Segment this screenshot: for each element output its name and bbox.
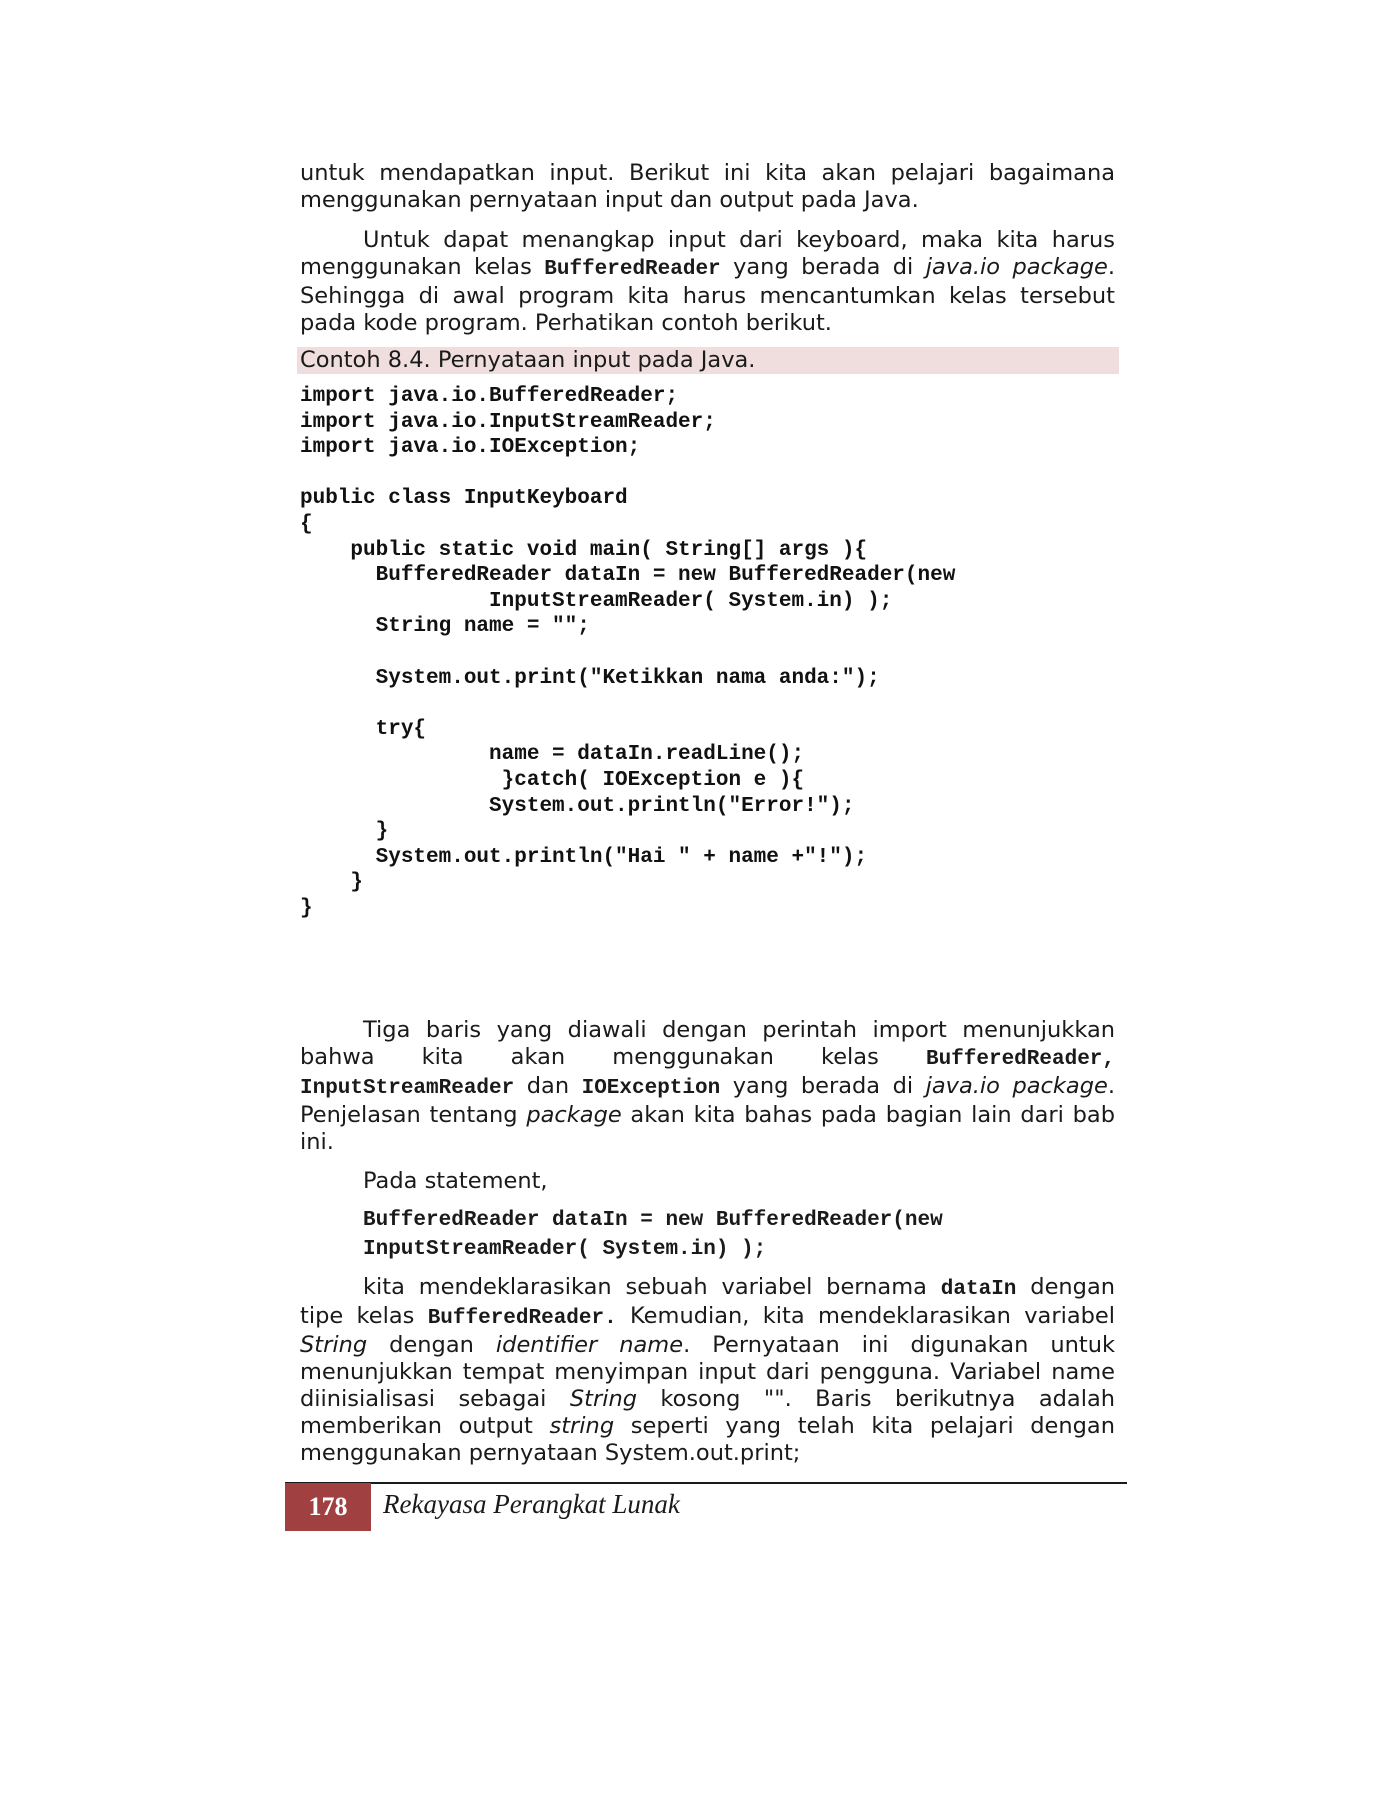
code-line: }catch( IOException e ){ [300, 768, 805, 792]
code-line: public class InputKeyboard [300, 487, 628, 511]
code-line: System.out.print("Ketikkan nama anda:"); [300, 666, 880, 690]
code-block [300, 384, 1115, 921]
text-segment: seperti yang telah kita pelajari dengan menggunakan pernyataan System.out.print; [300, 1413, 1115, 1467]
paragraph-imports-explained [300, 1017, 1115, 1156]
code-line: System.out.println("Hai " + name +"!"); [300, 845, 868, 869]
paragraph-intro: untuk mendapatkan input. Berikut ini kita akan pelajari bagaimana menggunakan pernyataan input dan output pada Java. [300, 160, 1115, 213]
italic-term: package [526, 1102, 622, 1129]
example-caption: Contoh 8.4. Pernyataan input pada Java. [297, 347, 1119, 374]
page-number: 178 [285, 1483, 371, 1531]
inline-code: InputStreamReader [300, 1077, 515, 1101]
code-line: BufferedReader dataIn = new BufferedReader(new [300, 564, 956, 588]
inline-code: BufferedReader. [427, 1307, 617, 1331]
page-content [300, 160, 1115, 1467]
code-line: } [300, 820, 389, 844]
running-title: Rekayasa Perangkat Lunak [383, 1489, 680, 1519]
text-segment: Kemudian, kita mendeklarasikan variabel [616, 1303, 1115, 1330]
text-segment: . Penjelasan tentang [300, 1073, 1115, 1129]
paragraph-datain-explained [300, 1274, 1115, 1467]
text-segment: yang berada di [720, 254, 926, 280]
code-line: name = dataIn.readLine(); [300, 743, 805, 767]
inline-code: IOException [581, 1077, 721, 1101]
text-segment: kosong "". Baris berikutnya adalah memberikan output [300, 1386, 1115, 1440]
italic-term: identifier name [495, 1332, 684, 1359]
text-segment: kita mendeklarasikan sebuah variabel bernama [363, 1274, 941, 1301]
text-segment: akan kita bahas pada bagian lain dari bab ini. [300, 1102, 1116, 1156]
text-segment: . Pernyataan ini digunakan untuk menunjukkan tempat menyimpan input dari pengguna. Variabel name diinisialisasi sebagai [300, 1332, 1115, 1413]
inline-code: dataIn [940, 1278, 1017, 1302]
italic-term: String [300, 1332, 368, 1359]
text-segment: Tiga baris yang diawali dengan perintah import menunjukkan bahwa kita akan menggunakan kelas [300, 1017, 1115, 1071]
italic-term: string [549, 1413, 615, 1440]
inline-code: BufferedReader [544, 258, 721, 281]
code-line: import java.io.BufferedReader; [300, 385, 679, 408]
code-line: String name = ""; [300, 615, 590, 639]
code-line: public static void main( String[] args ){ [300, 538, 868, 562]
text-segment: yang berada di [720, 1073, 926, 1100]
italic-term: String [569, 1386, 637, 1413]
paragraph-pada-statement: Pada statement, [363, 1168, 548, 1195]
code-line: import java.io.IOException; [300, 436, 641, 460]
code-line: System.out.println("Error!"); [300, 794, 855, 818]
text-segment: dan [514, 1073, 582, 1100]
text-segment: dengan tipe kelas [300, 1274, 1116, 1330]
code-line: InputStreamReader( System.in) ); [363, 1237, 767, 1261]
text-segment: Untuk dapat menangkap input dari keyboard, maka kita harus menggunakan kelas [300, 227, 1115, 280]
italic-term: java.io package [925, 1073, 1108, 1100]
text-segment: . Sehingga di awal program kita harus mencantumkan kelas tersebut pada kode program. Perhatikan contoh berikut. [300, 254, 1115, 336]
paragraph-bufferedreader [300, 227, 1115, 337]
code-line: } [300, 871, 364, 895]
text-segment: dengan [367, 1332, 496, 1359]
italic-term: java.io package [925, 254, 1108, 280]
code-line: } [300, 896, 313, 920]
code-line: import java.io.InputStreamReader; [300, 410, 716, 434]
code-line: try{ [300, 717, 427, 741]
statement-code [363, 1207, 1115, 1264]
inline-code: BufferedReader, [925, 1048, 1115, 1072]
code-line: BufferedReader dataIn = new BufferedReader(new [363, 1209, 943, 1233]
code-line: InputStreamReader( System.in) ); [300, 589, 893, 613]
footer-rule [285, 1482, 1127, 1484]
code-line: { [300, 512, 313, 536]
